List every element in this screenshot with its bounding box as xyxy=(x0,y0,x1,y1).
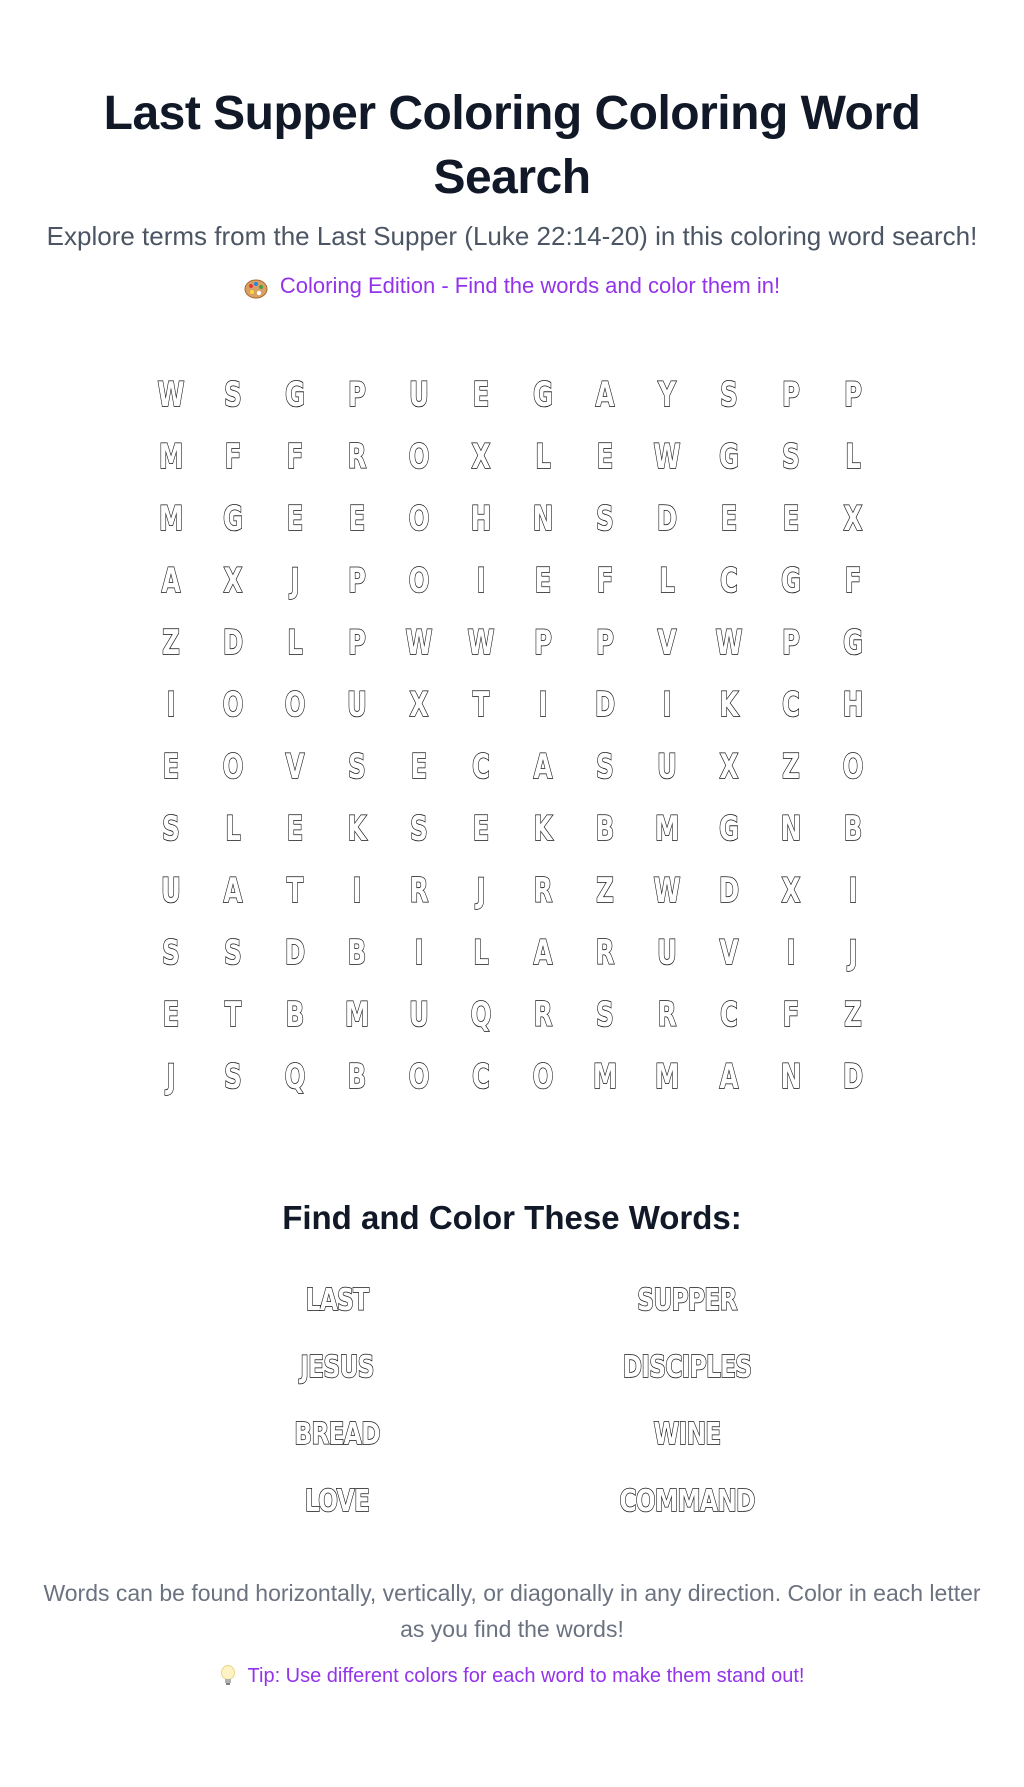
grid-cell[interactable]: S xyxy=(224,933,242,973)
grid-cell[interactable]: W xyxy=(653,871,681,911)
grid-cell[interactable]: L xyxy=(535,437,551,477)
grid-cell[interactable]: B xyxy=(285,995,305,1035)
grid-cell[interactable]: P xyxy=(844,375,862,415)
grid-cell[interactable]: E xyxy=(472,375,490,415)
grid-cell[interactable]: I xyxy=(166,685,176,725)
grid-cell[interactable]: S xyxy=(596,499,614,539)
palette-icon xyxy=(244,276,268,296)
grid-cell[interactable]: P xyxy=(782,375,800,415)
grid-cell[interactable]: B xyxy=(843,809,863,849)
grid-cell[interactable]: E xyxy=(782,499,800,539)
grid-cell[interactable]: O xyxy=(408,1057,430,1097)
grid-cell[interactable]: K xyxy=(533,809,553,849)
grid-cell[interactable]: U xyxy=(409,995,429,1035)
grid-cell[interactable]: M xyxy=(654,1057,680,1097)
grid-cell[interactable]: W xyxy=(467,623,495,663)
grid-cell[interactable]: H xyxy=(470,499,492,539)
grid-cell[interactable]: F xyxy=(782,995,800,1035)
grid-cell[interactable]: T xyxy=(286,871,304,911)
word-list-item: COMMAND xyxy=(619,1484,755,1520)
grid-cell[interactable]: A xyxy=(719,1057,739,1097)
grid-cell[interactable]: V xyxy=(719,933,739,973)
grid-cell[interactable]: D xyxy=(842,1057,864,1097)
grid-cell[interactable]: W xyxy=(653,437,681,477)
grid-cell[interactable]: U xyxy=(657,747,677,787)
word-list-item: BREAD xyxy=(294,1417,380,1453)
grid-cell[interactable]: A xyxy=(223,871,243,911)
grid-cell[interactable]: G xyxy=(222,499,244,539)
grid-cell[interactable]: P xyxy=(348,623,366,663)
grid-cell[interactable]: N xyxy=(532,499,554,539)
grid-cell[interactable]: S xyxy=(224,375,242,415)
grid-cell[interactable]: U xyxy=(347,685,367,725)
grid-cell[interactable]: C xyxy=(472,1057,490,1097)
grid-cell[interactable]: R xyxy=(347,437,367,477)
grid-cell[interactable]: M xyxy=(592,1057,618,1097)
grid-cell[interactable]: T xyxy=(472,685,490,725)
grid-cell[interactable]: E xyxy=(286,809,304,849)
grid-cell[interactable]: C xyxy=(720,561,738,601)
word-list-item: DISCIPLES xyxy=(622,1350,752,1386)
grid-cell[interactable]: J xyxy=(476,871,486,911)
grid-cell[interactable]: P xyxy=(348,375,366,415)
grid-cell[interactable]: L xyxy=(845,437,861,477)
grid-cell[interactable]: D xyxy=(594,685,616,725)
grid-cell[interactable]: F xyxy=(844,561,862,601)
grid-cell[interactable]: G xyxy=(780,561,802,601)
grid-cell[interactable]: F xyxy=(224,437,242,477)
grid-cell[interactable]: X xyxy=(719,747,739,787)
grid-cell[interactable]: F xyxy=(596,561,614,601)
grid-cell[interactable]: J xyxy=(166,1057,176,1097)
grid-cell[interactable]: X xyxy=(223,561,243,601)
grid-cell[interactable]: I xyxy=(414,933,424,973)
grid-cell[interactable]: J xyxy=(290,561,300,601)
grid-cell[interactable]: O xyxy=(532,1057,554,1097)
word-list-item: WINE xyxy=(653,1417,721,1453)
grid-cell[interactable]: S xyxy=(162,809,180,849)
grid-cell[interactable]: G xyxy=(718,437,740,477)
grid-cell[interactable]: L xyxy=(659,561,675,601)
grid-cell[interactable]: Z xyxy=(596,871,614,911)
edition-banner xyxy=(0,270,1024,302)
grid-cell[interactable]: T xyxy=(224,995,242,1035)
grid-cell[interactable]: K xyxy=(347,809,367,849)
grid-cell[interactable]: O xyxy=(408,437,430,477)
grid-cell[interactable]: A xyxy=(161,561,181,601)
grid-cell[interactable]: O xyxy=(222,685,244,725)
grid-cell[interactable]: M xyxy=(344,995,370,1035)
grid-cell[interactable]: F xyxy=(286,437,304,477)
grid-cell[interactable]: J xyxy=(848,933,858,973)
grid-cell[interactable]: D xyxy=(222,623,244,663)
grid-cell[interactable]: D xyxy=(284,933,306,973)
grid-cell[interactable]: W xyxy=(157,375,185,415)
grid-cell[interactable]: X xyxy=(409,685,429,725)
grid-cell[interactable]: B xyxy=(347,1057,367,1097)
grid-cell[interactable]: B xyxy=(347,933,367,973)
grid-cell[interactable]: S xyxy=(224,1057,242,1097)
grid-cell[interactable]: C xyxy=(472,747,490,787)
grid-cell[interactable]: E xyxy=(410,747,428,787)
grid-cell[interactable]: X xyxy=(781,871,801,911)
lightbulb-icon xyxy=(220,1665,236,1687)
word-list xyxy=(232,1267,792,1535)
grid-cell[interactable]: N xyxy=(780,1057,802,1097)
grid-cell[interactable]: W xyxy=(405,623,433,663)
grid-cell[interactable]: S xyxy=(410,809,428,849)
grid-cell[interactable]: G xyxy=(718,809,740,849)
grid-cell[interactable]: A xyxy=(533,747,553,787)
grid-cell[interactable]: D xyxy=(718,871,740,911)
tip-text: Tip: Use different colors for each word to make them stand out! xyxy=(247,1665,805,1688)
grid-cell[interactable]: V xyxy=(657,623,677,663)
grid-cell[interactable]: S xyxy=(162,933,180,973)
grid-cell[interactable]: M xyxy=(158,499,184,539)
grid-cell[interactable]: M xyxy=(158,437,184,477)
grid-cell[interactable]: R xyxy=(533,871,553,911)
grid-cell[interactable]: X xyxy=(471,437,491,477)
grid-cell[interactable]: E xyxy=(348,499,366,539)
grid-cell[interactable]: R xyxy=(533,995,553,1035)
word-list-heading: Find and Color These Words: xyxy=(282,1199,742,1236)
grid-cell[interactable]: C xyxy=(782,685,800,725)
word-list-item: SUPPER xyxy=(637,1283,737,1319)
grid-cell[interactable]: U xyxy=(409,375,429,415)
word-list-item: JESUS xyxy=(300,1350,374,1386)
grid-cell[interactable]: S xyxy=(782,437,800,477)
grid-cell[interactable]: S xyxy=(596,747,614,787)
grid-cell[interactable]: O xyxy=(842,747,864,787)
grid-cell[interactable]: W xyxy=(715,623,743,663)
grid-cell[interactable]: E xyxy=(534,561,552,601)
grid-cell[interactable]: G xyxy=(284,375,306,415)
grid-cell[interactable]: E xyxy=(596,437,614,477)
grid-cell[interactable]: V xyxy=(285,747,305,787)
word-list-item: LAST xyxy=(305,1283,369,1319)
grid-cell[interactable]: R xyxy=(595,933,615,973)
grid-cell[interactable]: X xyxy=(843,499,863,539)
grid-cell[interactable]: L xyxy=(473,933,489,973)
grid-cell[interactable]: E xyxy=(720,499,738,539)
grid-cell[interactable]: R xyxy=(409,871,429,911)
grid-cell[interactable]: Z xyxy=(844,995,862,1035)
grid-cell[interactable]: U xyxy=(161,871,181,911)
grid-cell[interactable]: I xyxy=(848,871,858,911)
grid-cell[interactable]: L xyxy=(225,809,241,849)
grid-cell[interactable]: E xyxy=(162,995,180,1035)
grid-cell[interactable]: D xyxy=(656,499,678,539)
grid-cell[interactable]: E xyxy=(162,747,180,787)
grid-cell[interactable]: U xyxy=(657,933,677,973)
grid-cell[interactable]: S xyxy=(720,375,738,415)
grid-cell[interactable]: N xyxy=(780,809,802,849)
grid-cell[interactable]: I xyxy=(538,685,548,725)
grid-cell[interactable]: L xyxy=(287,623,303,663)
grid-cell[interactable]: Q xyxy=(284,1057,306,1097)
grid-cell[interactable]: B xyxy=(595,809,615,849)
grid-cell[interactable]: G xyxy=(532,375,554,415)
grid-cell[interactable]: A xyxy=(533,933,553,973)
page-title: Last Supper Coloring Coloring Word Search xyxy=(103,87,921,204)
grid-cell[interactable]: P xyxy=(534,623,552,663)
grid-cell[interactable]: Q xyxy=(470,995,492,1035)
grid-cell[interactable]: I xyxy=(662,685,672,725)
word-list-item: LOVE xyxy=(304,1484,370,1520)
grid-cell[interactable]: E xyxy=(286,499,304,539)
grid-cell[interactable]: S xyxy=(348,747,366,787)
grid-cell[interactable]: I xyxy=(476,561,486,601)
grid-cell[interactable]: S xyxy=(596,995,614,1035)
grid-cell[interactable]: O xyxy=(408,499,430,539)
grid-cell[interactable]: M xyxy=(654,809,680,849)
instructions-text: Words can be found horizontally, vertically, or diagonally in any direction. Color in each letter as you find the words! xyxy=(43,1580,981,1643)
grid-cell[interactable]: E xyxy=(472,809,490,849)
grid-cell[interactable]: K xyxy=(719,685,739,725)
grid-cell[interactable]: I xyxy=(352,871,362,911)
grid-cell[interactable]: H xyxy=(842,685,864,725)
grid-cell[interactable]: O xyxy=(222,747,244,787)
grid-cell[interactable]: P xyxy=(348,561,366,601)
tip-banner xyxy=(0,1661,1024,1691)
grid-cell[interactable]: Y xyxy=(658,375,676,415)
grid-cell[interactable]: G xyxy=(842,623,864,663)
letter-grid xyxy=(140,364,884,1108)
grid-cell[interactable]: C xyxy=(720,995,738,1035)
grid-cell[interactable]: P xyxy=(596,623,614,663)
edition-text: Coloring Edition - Find the words and color them in! xyxy=(279,273,781,298)
grid-cell[interactable]: I xyxy=(786,933,796,973)
grid-cell[interactable]: P xyxy=(782,623,800,663)
grid-cell[interactable]: Z xyxy=(162,623,180,663)
grid-cell[interactable]: O xyxy=(408,561,430,601)
grid-cell[interactable]: O xyxy=(284,685,306,725)
page-subtitle: Explore terms from the Last Supper (Luke 22:14-20) in this coloring word search! xyxy=(46,221,978,251)
grid-cell[interactable]: A xyxy=(595,375,615,415)
grid-cell[interactable]: R xyxy=(657,995,677,1035)
grid-cell[interactable]: Z xyxy=(782,747,800,787)
